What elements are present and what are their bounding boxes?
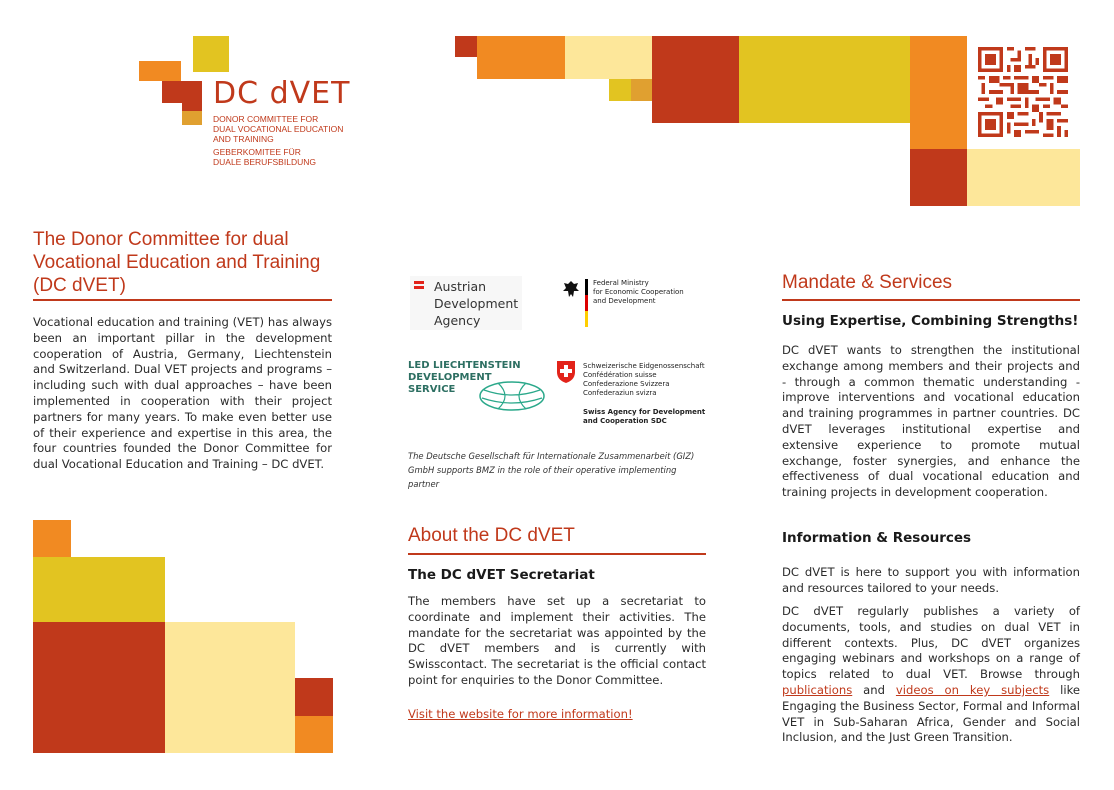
sdc-agency-line-2: and Cooperation SDC [583, 417, 667, 425]
publications-link[interactable]: publications [782, 682, 853, 697]
mandate-body-expertise: DC dVET wants to strengthen the institutional exchange among members and their projects and - through a common thematic understanding - improve interventions and vocational education and training programmes in partner countries. DC dVET leverages institutional expertise and extensive experience to promote mutual exchange, foster synergies, and enhance the effectiveness of dual vocational education and training projects in development cooperation. [782, 343, 1080, 500]
intro-divider [33, 299, 332, 301]
mosaic-block [565, 36, 652, 79]
sdc-logo [556, 360, 716, 430]
ada-flag-icon [414, 281, 424, 284]
qr-code-icon[interactable] [978, 47, 1068, 137]
mandate-heading: Mandate & Services [782, 272, 953, 293]
logo-block-red [162, 81, 182, 103]
logo-line-3: AND TRAINING [213, 134, 274, 144]
sdc-line-3: Confederazione Svizzera [583, 380, 670, 388]
publications-text-b: and [852, 682, 896, 697]
bmz-logo [562, 279, 702, 329]
globe-icon [478, 380, 546, 412]
mosaic-block [910, 149, 967, 206]
logo-line-2: DUAL VOCATIONAL EDUCATION [213, 124, 344, 134]
logo-line-4: GEBERKOMITEE FÜR [213, 147, 301, 157]
ada-logo [410, 276, 522, 330]
logo-title: DC dVET [213, 76, 351, 111]
mosaic-block [967, 149, 1080, 206]
led-line-1: LED LIECHTENSTEIN [408, 360, 521, 371]
sdc-line-4: Confederaziun svizra [583, 389, 657, 397]
mandate-divider [782, 299, 1080, 301]
logo-block-red-2 [182, 81, 202, 111]
logo-block-amber [182, 111, 202, 125]
videos-link[interactable]: videos on key subjects [895, 682, 1050, 697]
ada-line-2: Development [434, 296, 519, 311]
mosaic-block [33, 622, 165, 753]
ada-line-1: Austrian [434, 279, 487, 294]
logo-block-yellow [193, 36, 229, 72]
giz-note: The Deutsche Gesellschaft für Internationale Zusammenarbeit (GIZ) GmbH supports BMZ in the role of their operative implementing partner [408, 451, 695, 489]
led-line-2: DEVELOPMENT [408, 372, 492, 383]
led-line-3: SERVICE [408, 384, 456, 395]
eagle-icon [562, 279, 580, 299]
mosaic-block [33, 520, 71, 557]
mandate-body-publications [782, 604, 1080, 746]
bmz-line-3: and Development [593, 297, 656, 305]
led-logo [408, 360, 548, 415]
mosaic-block [631, 79, 652, 101]
intro-body: Vocational education and training (VET) has always been an important pillar in the development cooperation of Austria, Germany, Liechtenstein and Switzerland. Dual VET projects and programs – including such with dual approaches – have been implemented in cooperation with their project partners for many years. To make even better use of their experience and expertise in this area, the four countries founded the Donor Committee for dual Vocational Education and Training – DC dVET. [33, 315, 332, 472]
mosaic-block [477, 36, 565, 79]
bmz-flag-stripe-black [585, 279, 588, 295]
sdc-line-1: Schweizerische Eidgenossenschaft [583, 362, 705, 370]
bmz-flag-stripe-gold [585, 311, 588, 327]
mosaic-block [165, 622, 295, 753]
bmz-line-2: for Economic Cooperation [593, 288, 684, 296]
ada-flag-icon-lower [414, 286, 424, 289]
about-body: The members have set up a secretariat to coordinate and implement their activities. The mandate for the secretariat was appointed by the DC dVET members and is currently with Swisscontact. The secretariat is the official contact point for enquiries to the Donor Committee. [408, 594, 706, 687]
bmz-flag-stripe-red [585, 295, 588, 311]
ada-line-3: Agency [434, 313, 481, 328]
mosaic-block [295, 716, 333, 753]
bmz-line-1: Federal Ministry [593, 279, 649, 287]
mosaic-block [739, 36, 910, 123]
mosaic-block [455, 36, 477, 57]
logo-line-1: DONOR COMMITTEE FOR [213, 114, 319, 124]
swiss-shield-icon [556, 360, 576, 384]
mosaic-block [295, 678, 333, 716]
website-link[interactable]: Visit the website for more information! [408, 707, 633, 721]
mosaic-block [652, 36, 739, 123]
mandate-subheading-resources: Information & Resources [782, 530, 972, 546]
intro-heading: The Donor Committee for dual Vocational Education and Training (DC dVET) [33, 229, 321, 296]
mandate-subheading-expertise: Using Expertise, Combining Strengths! [782, 313, 1079, 329]
logo-line-5: DUALE BERUFSBILDUNG [213, 157, 316, 167]
publications-text-a: DC dVET regularly publishes a variety of documents, tools, and studies on dual VET in different contexts. Plus, DC dVET organizes engaging webinars and workshops on a range of topics related to dual VET. Browse through [782, 604, 1080, 682]
mosaic-block [910, 36, 967, 149]
mosaic-block [33, 557, 165, 622]
publications-text-c: like Engaging the Business Sector, Formal and Informal VET in Sub-Saharan Africa, Gender and Social Inclusion, and the Just Green Transition. [782, 682, 1081, 745]
logo-block-orange [139, 61, 181, 81]
about-subheading: The DC dVET Secretariat [408, 567, 595, 583]
sdc-agency-line-1: Swiss Agency for Development [583, 408, 706, 416]
about-heading: About the DC dVET [408, 525, 575, 546]
mosaic-block [609, 79, 631, 101]
mandate-body-support: DC dVET is here to support you with information and resources tailored to your needs. [782, 565, 1080, 595]
sdc-line-2: Confédération suisse [583, 371, 657, 379]
about-divider [408, 553, 706, 555]
